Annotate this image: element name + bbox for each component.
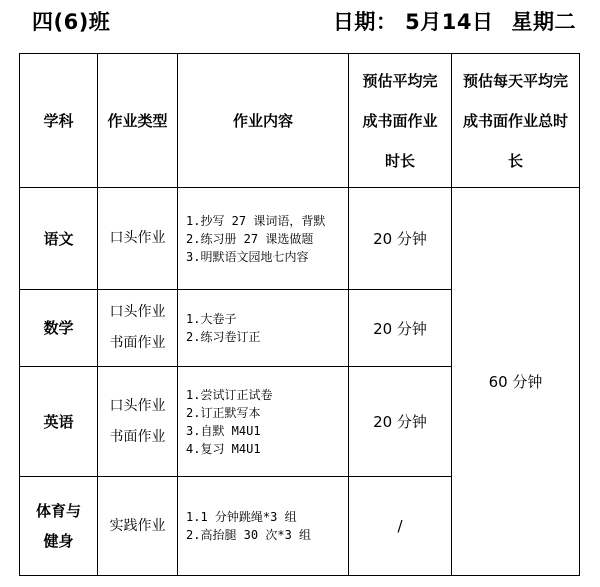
content-cell: 1.尝试订正试卷 2.订正默写本 3.自默 M4U1 4.复习 M4U1 [178,367,349,477]
content-cell: 1.1 分钟跳绳*3 组 2.高抬腿 30 次*3 组 [178,477,349,576]
header-avg-duration: 预估平均完 成书面作业 时长 [349,54,452,188]
type-cell: 口头作业 书面作业 [98,367,178,477]
class-name: 四(6)班 [32,10,111,34]
table-header-row [20,54,580,188]
header-total-duration: 预估每天平均完 成书面作业总时 长 [452,54,580,188]
header-type: 作业类型 [98,54,178,188]
subject-cell: 体育与 健身 [20,477,98,576]
type-cell: 口头作业 [98,188,178,290]
duration-cell: / [349,477,452,576]
weekday: 星期二 [511,10,576,34]
duration-cell: 20 分钟 [349,367,452,477]
table-row-chinese [20,188,580,290]
subject-cell: 语文 [20,188,98,290]
type-cell: 口头作业 书面作业 [98,290,178,367]
homework-table [19,53,580,576]
subject-cell: 数学 [20,290,98,367]
duration-cell: 20 分钟 [349,290,452,367]
type-cell: 实践作业 [98,477,178,576]
date-line [333,6,576,36]
date-label-and-value [333,6,494,36]
duration-cell: 20 分钟 [349,188,452,290]
content-cell: 1.抄写 27 课词语，背默 2.练习册 27 课选做题 3.明默语文园地七内容 [178,188,349,290]
content-cell: 1.大卷子 2.练习卷订正 [178,290,349,367]
total-duration-cell: 60 分钟 [452,188,580,576]
header-content: 作业内容 [178,54,349,188]
header-subject: 学科 [20,54,98,188]
date-label: 日期： [332,10,398,34]
page-header [32,6,576,36]
date-value: 5月14日 [405,10,494,34]
subject-cell: 英语 [20,367,98,477]
